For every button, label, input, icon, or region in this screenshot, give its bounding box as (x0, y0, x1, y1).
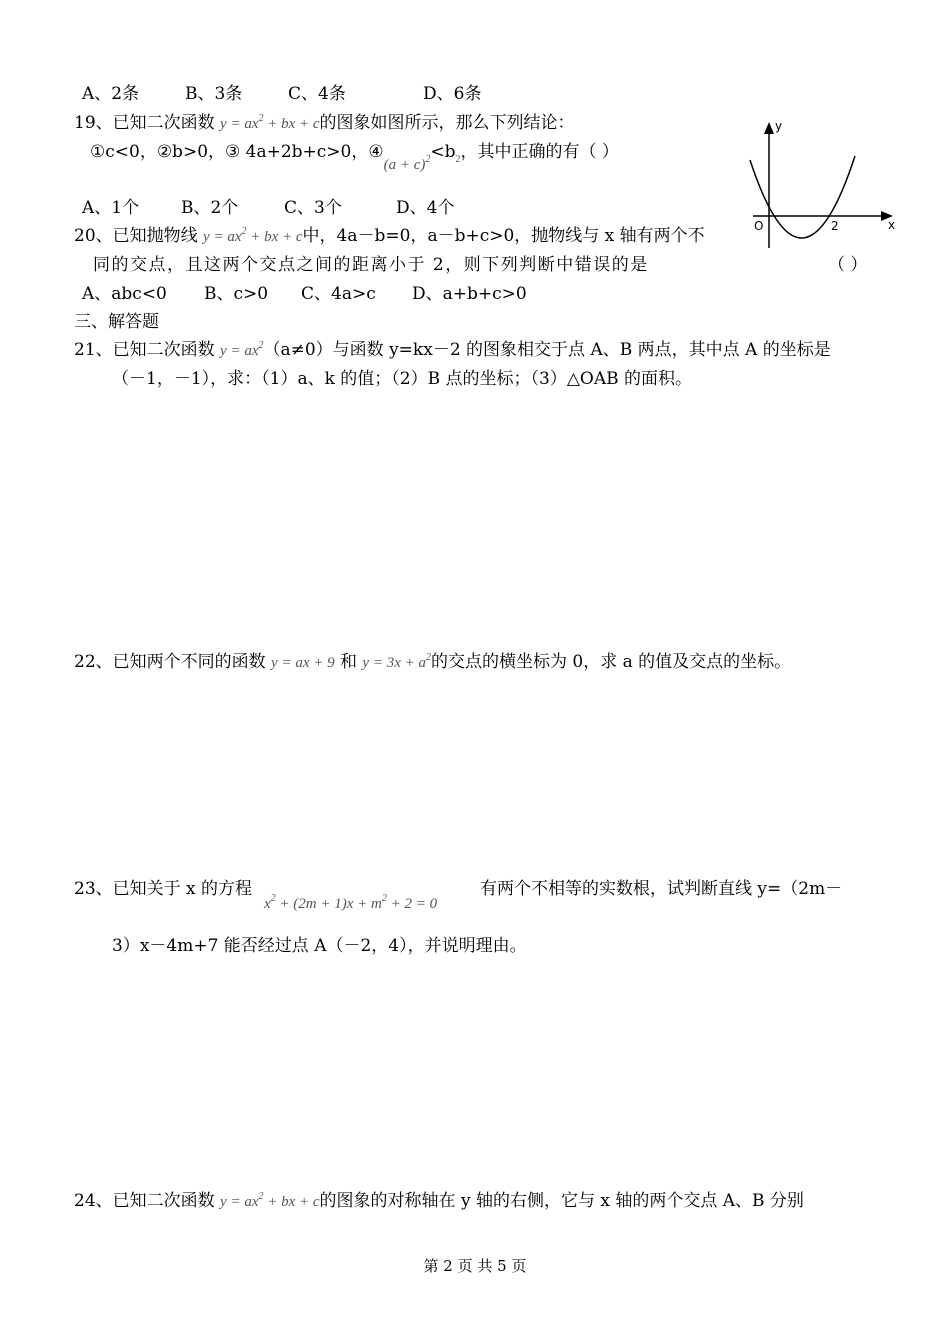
page-footer: 第 2 页 共 5 页 (423, 1257, 527, 1275)
q22-number: 22、 (74, 652, 113, 672)
q23-formula: $x^2 + (2m + 1)x + m^2 + 2 = 0$ (264, 893, 438, 912)
q20-option-c: C、4a>c (301, 284, 376, 304)
q20-option-a: A、abc<0 (82, 284, 167, 304)
q20-option-d: D、a+b+c>0 (412, 284, 527, 304)
q19-option-d: D、4个 (396, 198, 455, 218)
graph-y-label: y (775, 119, 783, 133)
q21-line2: （－1，－1），求：（1）a、k 的值；（2）B 点的坐标；（3）△OAB 的面积。 (112, 369, 692, 389)
q19-option-c: C、3个 (284, 198, 342, 218)
q20-option-b: B、c>0 (204, 284, 269, 304)
q21-stem-a: 已知二次函数 (112, 340, 215, 360)
q19-conclusions (90, 141, 619, 173)
q24-formula: $y = ax^2$ + bx + c (220, 1191, 320, 1210)
q19-number: 19、 (74, 113, 113, 133)
graph-root-label: 2 (831, 219, 839, 233)
q23-stem-right: 有两个不相等的实数根，试判断直线 y=（2m－ (480, 879, 843, 899)
q20-number: 20、 (74, 226, 113, 246)
y-axis-arrow-icon (764, 122, 774, 134)
q18-option-c: C、4条 (288, 84, 346, 104)
graph-x-label: x (888, 218, 896, 232)
q20-stem-b: 中，4a－b=0，a－b+c>0，抛物线与 x 轴有两个不 (302, 226, 705, 246)
q18-option-a: A、2条 (82, 84, 140, 104)
q19-formula: $y = ax^2$ + bx + c (220, 113, 320, 132)
graph-origin-label: O (754, 219, 764, 233)
q19-stem-b: 的图象如图所示，那么下列结论： (319, 113, 575, 133)
q24-stem (74, 1190, 804, 1215)
q23-stem-left (74, 878, 252, 900)
q20-line2-text: 同的交点，且这两个交点之间的距离小于 2，则下列判断中错误的是 (93, 255, 649, 275)
q19-conclusion4-end: ，其中正确的有（ ） (460, 142, 619, 162)
q22-and: 和 (340, 652, 358, 672)
q20-stem (74, 225, 705, 250)
q21-stem-b: （a≠0）与函数 y=kx－2 的图象相交于点 A、B 两点，其中点 A 的坐标是 (263, 340, 831, 360)
q21-stem (74, 339, 831, 364)
q23-number: 23、 (74, 879, 113, 899)
q20-line2 (93, 254, 649, 276)
parabola-curve (750, 156, 855, 238)
q22-stem (74, 651, 791, 676)
q20-stem-a: 已知抛物线 (112, 226, 198, 246)
q18-option-b: B、3条 (185, 84, 243, 104)
q22-stem-b: 的交点的横坐标为 0，求 a 的值及交点的坐标。 (430, 652, 792, 672)
q19-conclusion4-lt: <b (430, 142, 456, 162)
q22-stem-a: 已知两个不同的函数 (112, 652, 266, 672)
q18-options (82, 83, 481, 105)
q18-option-d: D、6条 (423, 84, 482, 104)
q20-options (82, 283, 527, 305)
q19-option-a: A、1个 (82, 198, 140, 218)
q21-formula: $y = ax^2$ (220, 340, 264, 359)
parabola-graph (745, 118, 900, 253)
q22-formula-2: $y = 3x + a^2$ (362, 652, 431, 671)
q19-stem (74, 112, 575, 137)
q22-formula-1: y = ax + 9 (271, 655, 335, 671)
q24-stem-b: 的图象的对称轴在 y 轴的右侧，它与 x 轴的两个交点 A、B 分别 (319, 1191, 804, 1211)
q23-stem-a: 已知关于 x 的方程 (112, 879, 253, 899)
q19-stem-a: 已知二次函数 (112, 113, 215, 133)
q19-conclusion4-formula: $(a + c)^2$ (383, 154, 431, 173)
q19-conclusion4-sub: 2 (455, 154, 461, 165)
q19-conclusions-text: ①c<0，②b>0，③ 4a+2b+c>0，④ (90, 142, 384, 162)
q20-answer-paren: （ ） (828, 255, 868, 275)
q23-line2: 3）x－4m+7 能否经过点 A（－2，4），并说明理由。 (112, 936, 527, 956)
q19-options (82, 197, 454, 219)
q20-formula: $y = ax^2$ + bx + c (203, 226, 303, 245)
section-title: 三、解答题 (74, 312, 159, 332)
q24-number: 24、 (74, 1191, 113, 1211)
q19-option-b: B、2个 (181, 198, 239, 218)
q24-stem-a: 已知二次函数 (112, 1191, 215, 1211)
q21-number: 21、 (74, 340, 113, 360)
